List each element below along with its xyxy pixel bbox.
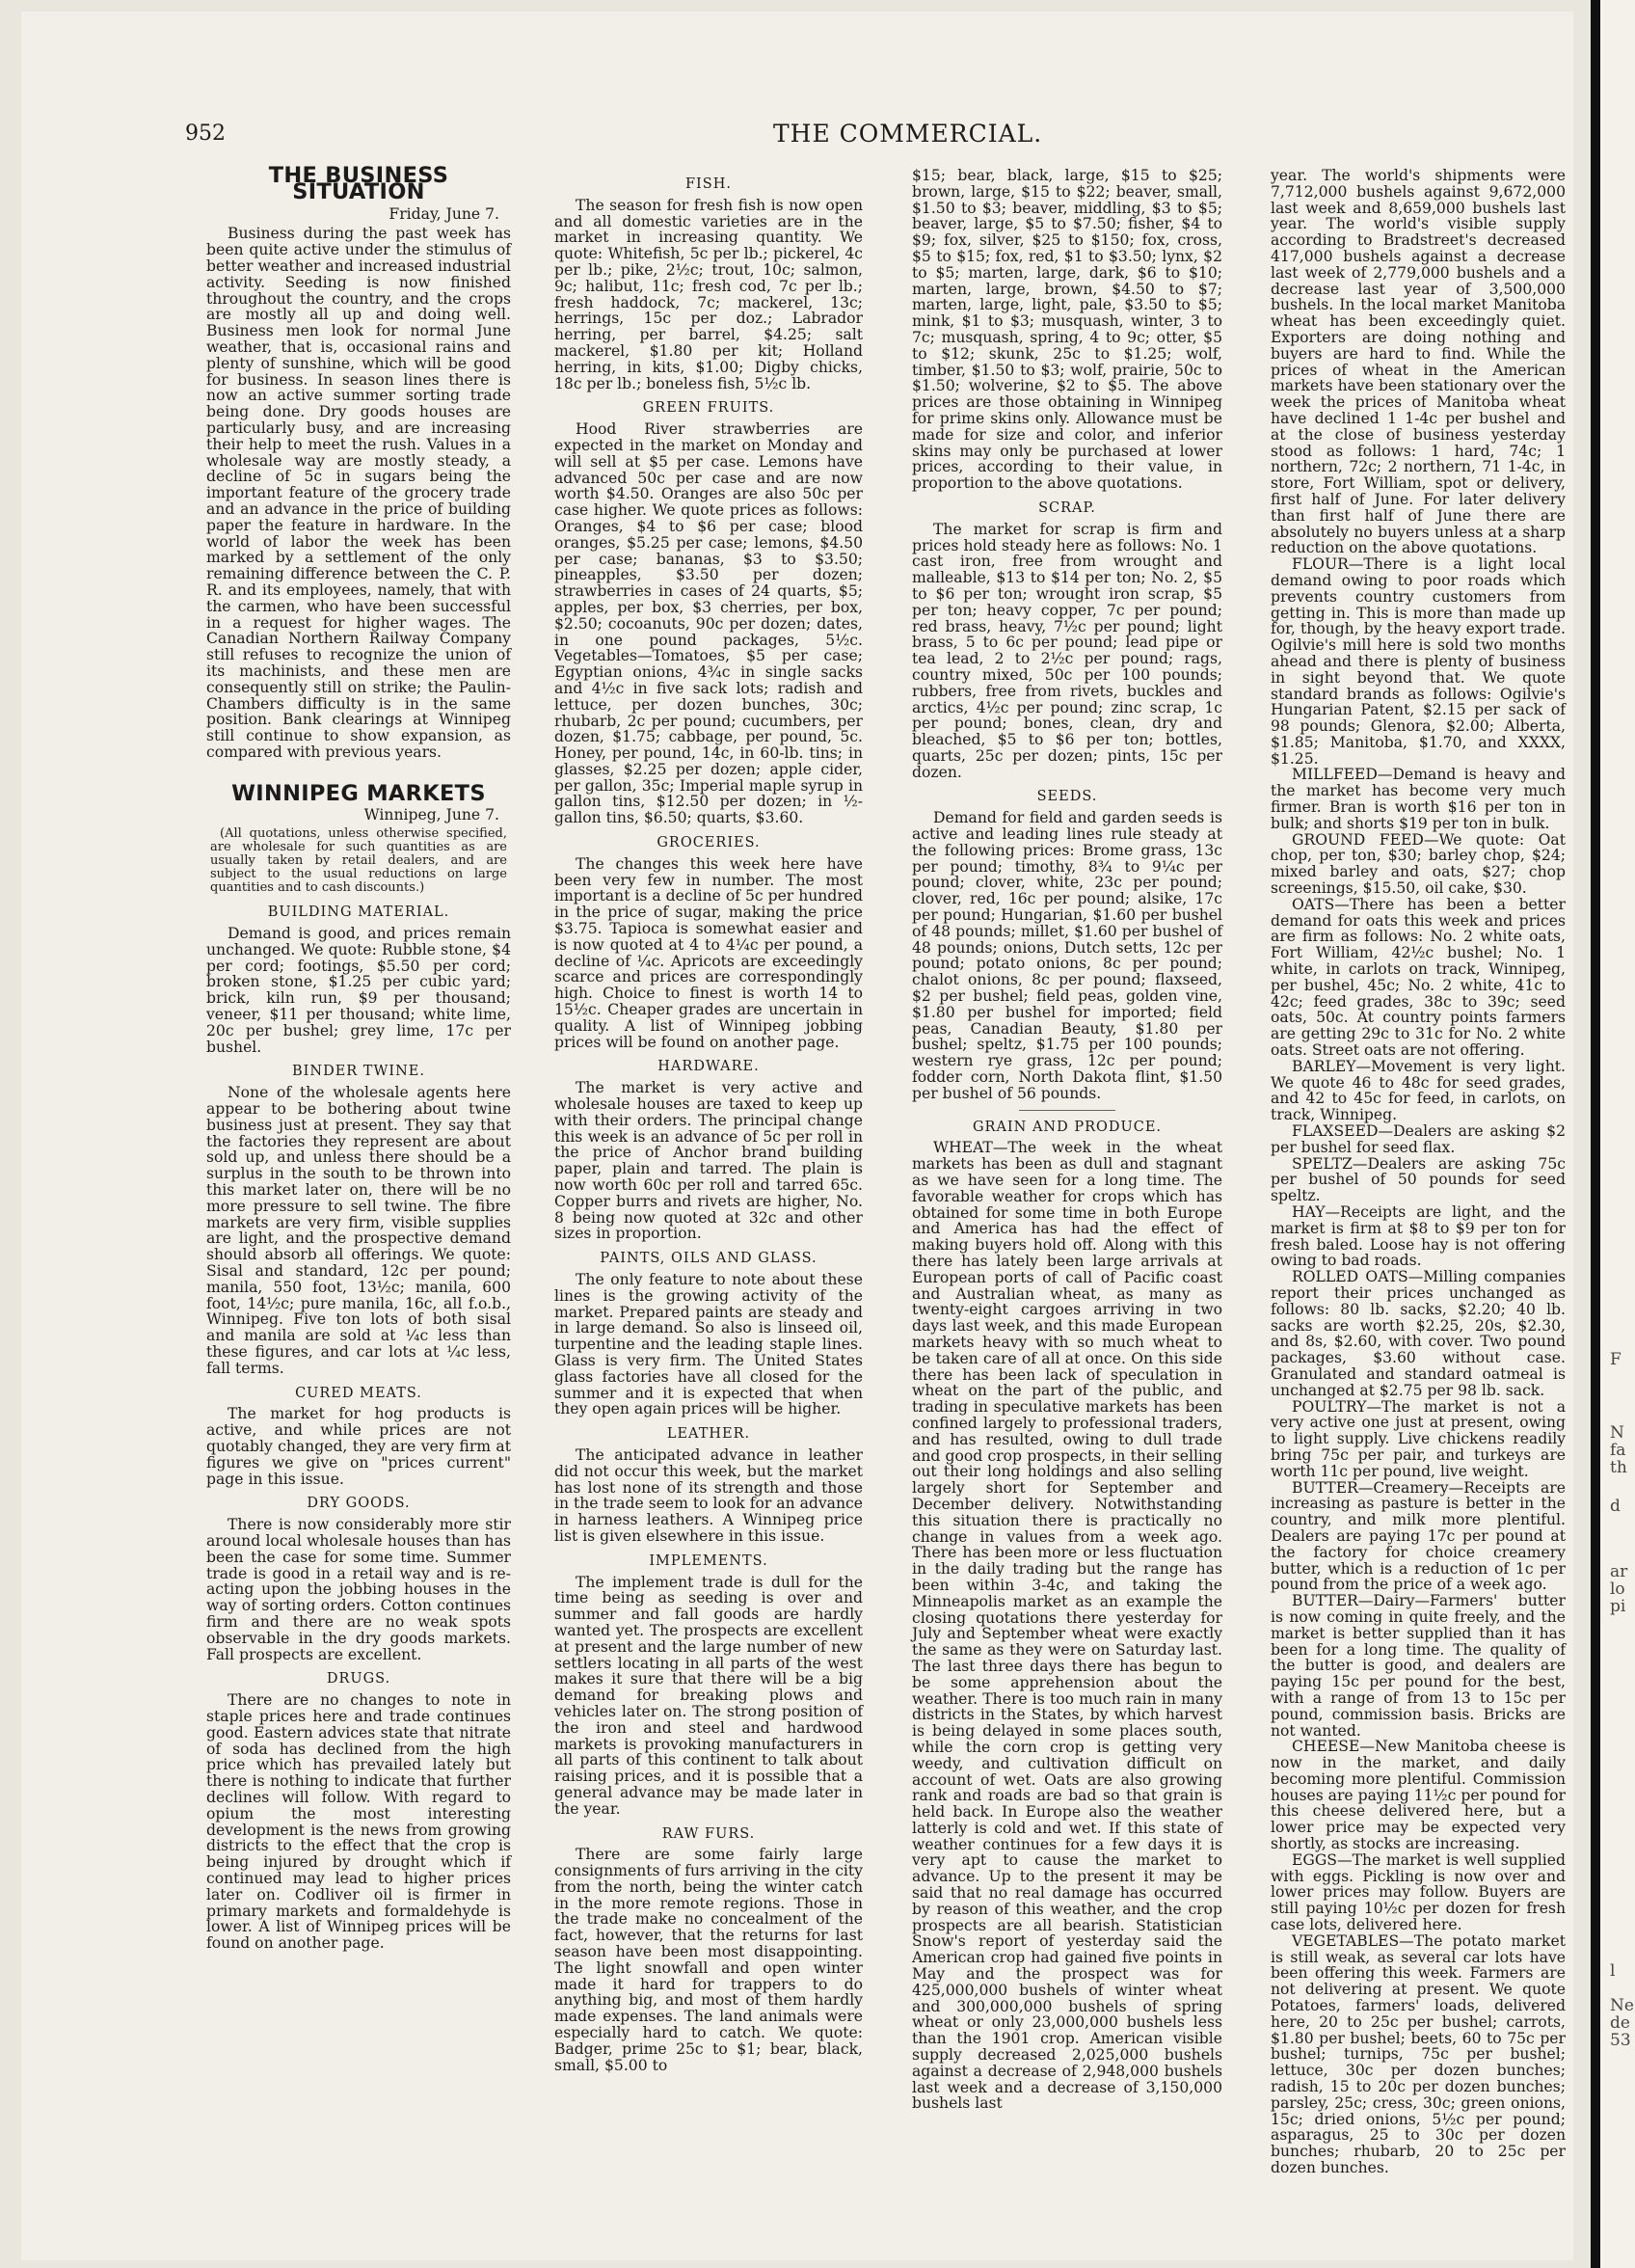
section-text: GROUND FEED—We quote: Oat chop, per ton, $30; barley chop, $24; mixed barley and oats, $27; chop screenings, $15.50, oil cake, $30. (1271, 830, 1566, 898)
margin-fragment: ar (1610, 1562, 1628, 1581)
section-text: POULTRY—The market is not a very active one just at present, owing to light supply. Live chickens readily bring 75c per pair, and turkeys are worth 11c per pound, live weight. (1271, 1397, 1566, 1480)
section-heading: BUILDING MATERIAL. (267, 904, 450, 921)
section-text: Demand for field and garden seeds is active and leading lines rule steady at the following prices: Brome grass, 13c per pound; timothy, 8¾ to 9¼c per pound; clover, white, 23c per pound; clover, red, 16c per pound; alsike, 17c per pound; Hungarian, $1.60 per bushel of 48 pounds; millet, $1.60 per bushel of 48 pounds; onions, Dutch setts, 12c per pound; potato onions, 8c per pound; chalot onions, 8c per pound; flaxseed, $2 per bushel; field peas, golden vine, $1.80 per bushel for imported; field peas, Canadian Beauty, $1.80 per bushel; speltz, $1.75 per 100 pounds; western rye grass, 12c per pound; fodder corn, North Dakota flint, $1.50 per bushel of 56 pounds. (912, 809, 1222, 1102)
section-heading: GROCERIES. (657, 835, 761, 851)
margin-fragment: th (1610, 1458, 1627, 1477)
section-heading: LEATHER. (666, 1426, 751, 1443)
margin-fragment: Ne (1610, 1996, 1634, 2015)
section-text: The season for fresh fish is now open and all domestic varieties are in the market in increasing quantity. We quote: Whitefish, 5c per lb.; pickerel, 4c per lb.; pike, 2½c; trout, 10c; salmon, 9c; halibut, 11c; fresh cod, 7c per lb.; fresh haddock, 7c; mackerel, 13c; herrings, 15c per doz.; Labrador herring, per barrel, $4.25; salt mackerel, $1.80 per kit; Holland herring, in kits, $1.00; Digby chicks, 18c per lb.; boneless fish, 5½c lb. (554, 196, 863, 392)
section-heading: SEEDS. (1036, 789, 1098, 805)
section-text: The only feature to note about these lines is the growing activity of the market. Prepared paints are steady and in large demand. So also is linseed oil, turpentine and the leading staple lines. Glass is very firm. The United States glass factories have all closed for the summer and it is expected that when they open again prices will be higher. (554, 1271, 863, 1418)
section-heading: FISH. (685, 176, 732, 192)
section-heading: DRY GOODS. (307, 1496, 411, 1512)
section-text: ROLLED OATS—Milling companies report their prices unchanged as follows: 80 lb. sacks, $2.20; 40 lb. sacks are worth $2.25, 20s, $2.30, and 8s, $2.60, with cover. Two pound packages, $3.60 without case. Granulated and standard oatmeal is unchanged at $2.75 per 98 lb. sack. (1271, 1268, 1566, 1399)
section-heading: IMPLEMENTS. (649, 1552, 768, 1569)
section-text: MILLFEED—Demand is heavy and the market has become very much firmer. Bran is worth $16 per ton in bulk; and shorts $19 per ton in bulk. (1271, 766, 1566, 832)
section-text: VEGETABLES—The potato market is still weak, as several car lots have been offering this week. Farmers are not delivering at present. We quote Potatoes, farmers' loads, delivered here, 20 to 25c per bushel; carrots, $1.80 per bushel; beets, 60 to 75c per bushel; turnips, 75c per bushel; lettuce, 30c per dozen bunches; radish, 15 to 20c per dozen bunches; parsley, 25c; cress, 30c; green onions, 15c; dried onions, 5½c per pound; asparagus, 25 to 30c per dozen bunches; rhubarb, 20 to 25c per dozen bunches. (1271, 1931, 1566, 2177)
margin-fragment: N (1610, 1423, 1624, 1443)
business-date: Friday, June 7. (389, 204, 499, 223)
section-text: FLAXSEED—Dealers are asking $2 per bushel for seed flax. (1271, 1122, 1566, 1156)
section-heading: CURED MEATS. (295, 1385, 422, 1401)
section-text: BUTTER—Dairy—Farmers' butter is now coming in quite freely, and the market is better supplied than it has been for a long time. The quality of the butter is good, and dealers are paying 15c per pound for the best, with a range of from 13 to 15c per pound, commission basis. Bricks are not wanted. (1271, 1592, 1566, 1740)
business-text: Business during the past week has been quite active under the stimulus of better weather and increased industrial activity. Seeding is now finished throughout the country, and the crops are mostly all up and doing well. Business men look for normal June weather, that is, occasional rains and plenty of sunshine, which will be good for business. In season lines there is now an active summer sorting trade being done. Dry goods houses are particularly busy, and are increasing their help to meet the rush. Values in a wholesale way are mostly steady, a decline of 5c in sugars being the important feature of the grocery trade and an advance in the price of building paper the feature in hardware. In the world of labor the week has been marked by a settlement of the only remaining difference between the C. P. R. and its employees, namely, that with the carmen, who have been successful in a request for higher wages. The Canadian Northern Railway Company still refuses to recognize the union of its machinists, and these men are consequently still on strike; the Paulin-Chambers difficulty is in the same position. Bank clearings at Winnipeg still continue to show expansion, as compared with previous years. (206, 225, 511, 761)
section-text: There is now considerably more stir around local wholesale houses than has been the case for some time. Summer trade is good in a retail way and is re-acting upon the jobbing houses in the way of sorting orders. Cotton continues firm and there are no weak spots observable in the dry goods markets. Fall prospects are excellent. (206, 1516, 511, 1663)
business-situation-title: THE BUSINESS SITUATION (268, 163, 449, 204)
section-text: The implement trade is dull for the time being as seeding is over and summer and fall goods are hardly wanted yet. The prospects are excellent at present and the large number of new settlers locating in all parts of the west makes it sure that there will be a big demand for breaking plows and vehicles later on. The strong position of the iron and steel and hardwood markets is provoking manufacturers in all parts of this continent to talk about raising prices, and it is possible that a general advance may be made later in the year. (554, 1573, 863, 1818)
margin-fragment: fa (1610, 1441, 1626, 1460)
newspaper-page (21, 12, 1573, 2260)
section-heading: DRUGS. (326, 1671, 391, 1688)
section-text: OATS—There has been a better demand for oats this week and prices are firm as follows: No. 2 white oats, Fort William, 42½c bushel; No. 1 white, in carlots on track, Winnipeg, per bushel, 45c; No. 2 white, 41c to 42c; feed grades, 38c to 39c; seed oats, 50c. At country points farmers are getting 29c to 31c for No. 2 white oats. Street oats are not offering. (1271, 895, 1566, 1060)
section-text: None of the wholesale agents here appear to be bothering about twine business just at present. They say that the factories they represent are about sold up, and unless there should be a surplus in the south to be thrown into this market later on, there will be no more pressure to sell twine. The fibre markets are very firm, visible supplies are light, and the prospective demand should absorb all offerings. We quote: Sisal and standard, 12c per pound; manila, 550 foot, 13½c; manila, 600 foot, 14½c; pure manila, 16c, all f.o.b., Winnipeg. Five ton lots of both sisal and manila are sold at ¼c less than these figures, and car lots at ¼c less, fall terms. (206, 1084, 511, 1377)
winnipeg-markets-title: WINNIPEG MARKETS (231, 780, 486, 806)
section-text: There are some fairly large consignments of furs arriving in the city from the north, being the winter catch in the more remote regions. Those in the trade make no concealment of the fact, however, that the returns for last season have been most disappointing. The light snowfall and open winter made it hard for trappers to do anything big, and most of them hardly made expenses. The land animals were especially hard to catch. We quote: Badger, prime 25c to $1; bear, black, small, $5.00 to (554, 1846, 863, 2074)
section-text: Demand is good, and prices remain unchanged. We quote: Rubble stone, $4 per cord; footings, $5.50 per cord; broken stone, $1.25 per cubic yard; brick, kiln run, $9 per thousand; veneer, $11 per thousand; white lime, 20c per bushel; grey lime, 17c per bushel. (206, 925, 511, 1056)
section-text: WHEAT—The week in the wheat markets has been as dull and stagnant as we have seen for a long time. The favorable weather for crops which has obtained for some time in both Europe and America has had the effect of making buyers hold off. Along with this there has lately been large arrivals at European ports of call of Pacific coast and Australian wheat, as many as twenty-eight cargoes arriving in two days last week, and this made European markets heavy with so much wheat to be taken care of all at once. On this side there has been lack of speculation in wheat on the part of the public, and trading in speculative markets has been confined largely to professional traders, and has resulted, owing to dull trade and good crop prospects, in their selling out their long holdings and also selling largely short for September and December delivery. Notwithstanding this situation there is practically no change in values from a week ago. There has been more or less fluctuation in the daily trading but the range has been within 3-4c, and taking the Minneapolis market as an example the closing quotations there yesterday for July and September wheat were exactly the same as they were on Saturday last. The last three days there has begun to be some apprehension about the weather. There is too much rain in many districts in the States, by which harvest is being delayed in some places south, while the corn crop is getting very weedy, and cultivation difficult on account of wet. Oats are also growing rank and roads are bad so that grain is held back. In Europe also the weather latterly is cold and wet. If this state of weather continues for a few days it is very apt to cause the market to advance. Up to the present it may be said that no real damage has occurred by reason of this weather, and the crop prospects are all bearish. Statistician Snow's report of yesterday said the American crop had gained five points in May and the prospect was for 425,000,000 bushels of winter wheat and 300,000,000 bushels of spring wheat or only 23,000,000 bushels less than the 1901 crop. American visible supply decreased 2,025,000 bushels against a decrease of 2,948,000 bushels last week and a decrease of 3,150,000 bushels last (912, 1139, 1222, 2113)
section-text: EGGS—The market is well supplied with eggs. Pickling is now over and lower prices may follow. Buyers are still paying 10½c per dozen for fresh case lots, delivered here. (1271, 1850, 1566, 1934)
margin-fragment: F (1610, 1350, 1622, 1369)
margin-fragment: pi (1610, 1597, 1626, 1616)
margin-fragment: lo (1610, 1580, 1625, 1599)
section-text: The changes this week here have been very few in number. The most important is a decline of 5c per hundred in the price of sugar, making the price $3.75. Tapioca is somewhat easier and is now quoted at 4 to 4¼c per pound, a decline of ¼c. Apricots are exceedingly scarce and prices are correspondingly high. Choice to finest is worth 14 to 15½c. Cheaper grades are uncertain in quality. A list of Winnipeg jobbing prices will be found on another page. (554, 854, 863, 1051)
margin-fragment: de (1610, 2013, 1630, 2033)
section-text: The anticipated advance in leather did not occur this week, but the market has lost none of its strength and those in the trade seem to look for an advance in harness leathers. A Winnipeg price list is given elsewhere in this issue. (554, 1445, 863, 1545)
section-heading: GRAIN AND PRODUCE. (972, 1119, 1163, 1135)
section-heading: GREEN FRUITS. (642, 400, 775, 417)
publication-title: THE COMMERCIAL. (773, 120, 1043, 148)
markets-note: (All quotations, unless otherwise specified, are wholesale for such quantities as are usually taken by retail dealers, and are subject to the usual reductions on large quantities and to cash discounts.) (210, 826, 507, 896)
section-text: The market for hog products is active, and while prices are not quotably changed, they are very firm at figures we give on "prices current" page in this issue. (206, 1405, 511, 1488)
page-number: 952 (185, 122, 226, 146)
section-text: HAY—Receipts are light, and the market is firm at $8 to $9 per ton for fresh baled. Loose hay is not offering owing to bad roads. (1271, 1203, 1566, 1270)
section-text: BUTTER—Creamery—Receipts are increasing as pasture is better in the country, and milk more plentiful. Dealers are paying 17c per pound at the factory for choice creamery butter, which is a reduction of 1c per pound from the price of a week ago. (1271, 1478, 1566, 1594)
margin-fragment: l (1610, 1961, 1616, 1981)
divider (1019, 1110, 1115, 1111)
section-text: BARLEY—Movement is very light. We quote 46 to 48c for seed grades, and 42 to 45c for feed, in carlots, on track, Winnipeg. (1271, 1057, 1566, 1124)
markets-date: Winnipeg, June 7. (363, 806, 499, 824)
column-1 (206, 163, 511, 1953)
section-text: year. The world's shipments were 7,712,000 bushels against 9,672,000 last week and 8,659,000 bushels last year. The world's visible supply according to Bradstreet's decreased 417,000 bushels against a decrease last week of 2,779,000 bushels and a decrease last year of 3,500,000 bushels. In the local market Manitoba wheat has been exceedingly quiet. Exporters are doing nothing and buyers are hard to find. While the prices of wheat in the American markets have been stationary over the week the prices of Manitoba wheat have declined 1 1-4c per bushel and at the close of business yesterday stood as follows: 1 hard, 74c; 1 northern, 72c; 2 northern, 71 1-4c, in store, Fort William, spot or delivery, first half of June. For later delivery than first half of June there are absolutely no buyers unless at a sharp reduction on the above quotations. (1271, 167, 1566, 557)
section-text: The market for scrap is firm and prices hold steady here as follows: No. 1 cast iron, free from wrought and malleable, $13 to $14 per ton; No. 2, $5 to $6 per ton; wrought iron scrap, $5 per ton; heavy copper, 7c per pound; red brass, heavy, 7½c per pound; light brass, 5 to 6c per pound; lead pipe or tea lead, 2 to 2½c per pound; rags, country mixed, 50c per 100 pounds; rubbers, free from rivets, buckles and arctics, 4½c per pound; zinc scrap, 1c per pound; bones, clean, dry and bleached, $5 to $6 per ton; bottles, quarts, 25c per dozen; pints, 15c per dozen. (912, 520, 1222, 781)
section-heading: SCRAP. (1038, 500, 1096, 516)
column-2 (554, 168, 863, 2073)
margin-fragment: d (1610, 1497, 1621, 1516)
column-3 (912, 168, 1222, 2112)
adjacent-page-edge (1591, 0, 1635, 2268)
section-text: The market is very active and wholesale houses are taxed to keep up with their orders. The principal change this week is an advance of 5c per roll in the price of Anchor brand building paper, plain and tarred. The plain is now worth 60c per roll and tarred 65c. Copper burrs and rivets are higher, No. 8 being now quoted at 32c and other sizes in proportion. (554, 1079, 863, 1243)
margin-fragment: 53 (1610, 2031, 1631, 2050)
section-text: FLOUR—There is a light local demand owing to poor roads which prevents country customers from getting in. This is more than made up for, though, by the heavy export trade. Ogilvie's mill here is sold two months ahead and there is plenty of business in sight beyond that. We quote standard brands as follows: Ogilvie's Hungarian Patent, $2.15 per sack of 98 pounds; Glenora, $2.00; Alberta, $1.85; Manitoba, $1.70, and XXXX, $1.25. (1271, 555, 1566, 768)
section-heading: PAINTS, OILS AND GLASS. (600, 1251, 818, 1267)
section-text: SPELTZ—Dealers are asking 75c per bushel of 50 pounds for seed speltz. (1271, 1154, 1566, 1205)
section-text: $15; bear, black, large, $15 to $25; brown, large, $15 to $22; beaver, small, $1.50 to $3; beaver, middling, $3 to $5; beaver, large, $5 to $7.50; fisher, $4 to $9; fox, silver, $25 to $150; fox, cross, $5 to $15; fox, red, $1 to $3.50; lynx, $2 to $5; marten, large, dark, $6 to $10; marten, large, brown, $4.50 to $7; marten, large, light, pale, $3.50 to $5; mink, $1 to $3; musquash, winter, 3 to 7c; musquash, spring, 4 to 9c; otter, $5 to $12; skunk, 25c to $1.25; wolf, timber, $1.50 to $3; wolf, prairie, 50c to $1.50; wolverine, $2 to $5. The above prices are those obtaining in Winnipeg for prime skins only. Allowance must be made for size and color, and inferior skins may only be purchased at lower prices, according to their value, in proportion to the above quotations. (912, 167, 1222, 493)
section-heading: BINDER TWINE. (292, 1064, 425, 1080)
column-4 (1271, 168, 1566, 2176)
section-text: There are no changes to note in staple prices here and trade continues good. Eastern advices state that nitrate of soda has declined from the high price which has prevailed lately but there is nothing to indicate that further declines will follow. With regard to opium the most interesting development is the news from growing districts to the effect that the crop is being injured by drought which if continued may lead to higher prices later on. Codliver oil is firmer in primary markets and formaldehyde is lower. A list of Winnipeg prices will be found on another page. (206, 1691, 511, 1953)
section-text: CHEESE—New Manitoba cheese is now in the market, and daily becoming more plentiful. Commission houses are paying 11½c per pound for this cheese delivered here, but a lower price may be expected very shortly, as stocks are increasing. (1271, 1738, 1566, 1853)
section-heading: RAW FURS. (661, 1825, 756, 1842)
section-text: Hood River strawberries are expected in the market on Monday and will sell at $5 per case. Lemons have advanced 50c per case and are now worth $4.50. Oranges are also 50c per case higher. We quote prices as follows: Oranges, $4 to $6 per case; blood oranges, $5.25 per case; lemons, $4.50 per case; bananas, $3 to $3.50; pineapples, $3.50 per dozen; strawberries in cases of 24 quarts, $5; apples, per box, $3 cherries, per box, $2.50; cocoanuts, 90c per dozen; dates, in one pound packages, 5½c. Vegetables—Tomatoes, $5 per case; Egyptian onions, 4¾c in single sacks and 4½c in five sack lots; radish and lettuce, per dozen bunches, 30c; rhubarb, 2c per pound; cucumbers, per dozen, $1.75; cabbage, per pound, 5c. Honey, per pound, 14c, in 60-lb. tins; in glasses, $2.25 per dozen; apple cider, per gallon, 35c; Imperial maple syrup in gallon tins, $12.50 per dozen; in ½-gallon tins, $6.50; quarts, $3.60. (554, 420, 863, 827)
section-heading: HARDWARE. (657, 1059, 760, 1075)
